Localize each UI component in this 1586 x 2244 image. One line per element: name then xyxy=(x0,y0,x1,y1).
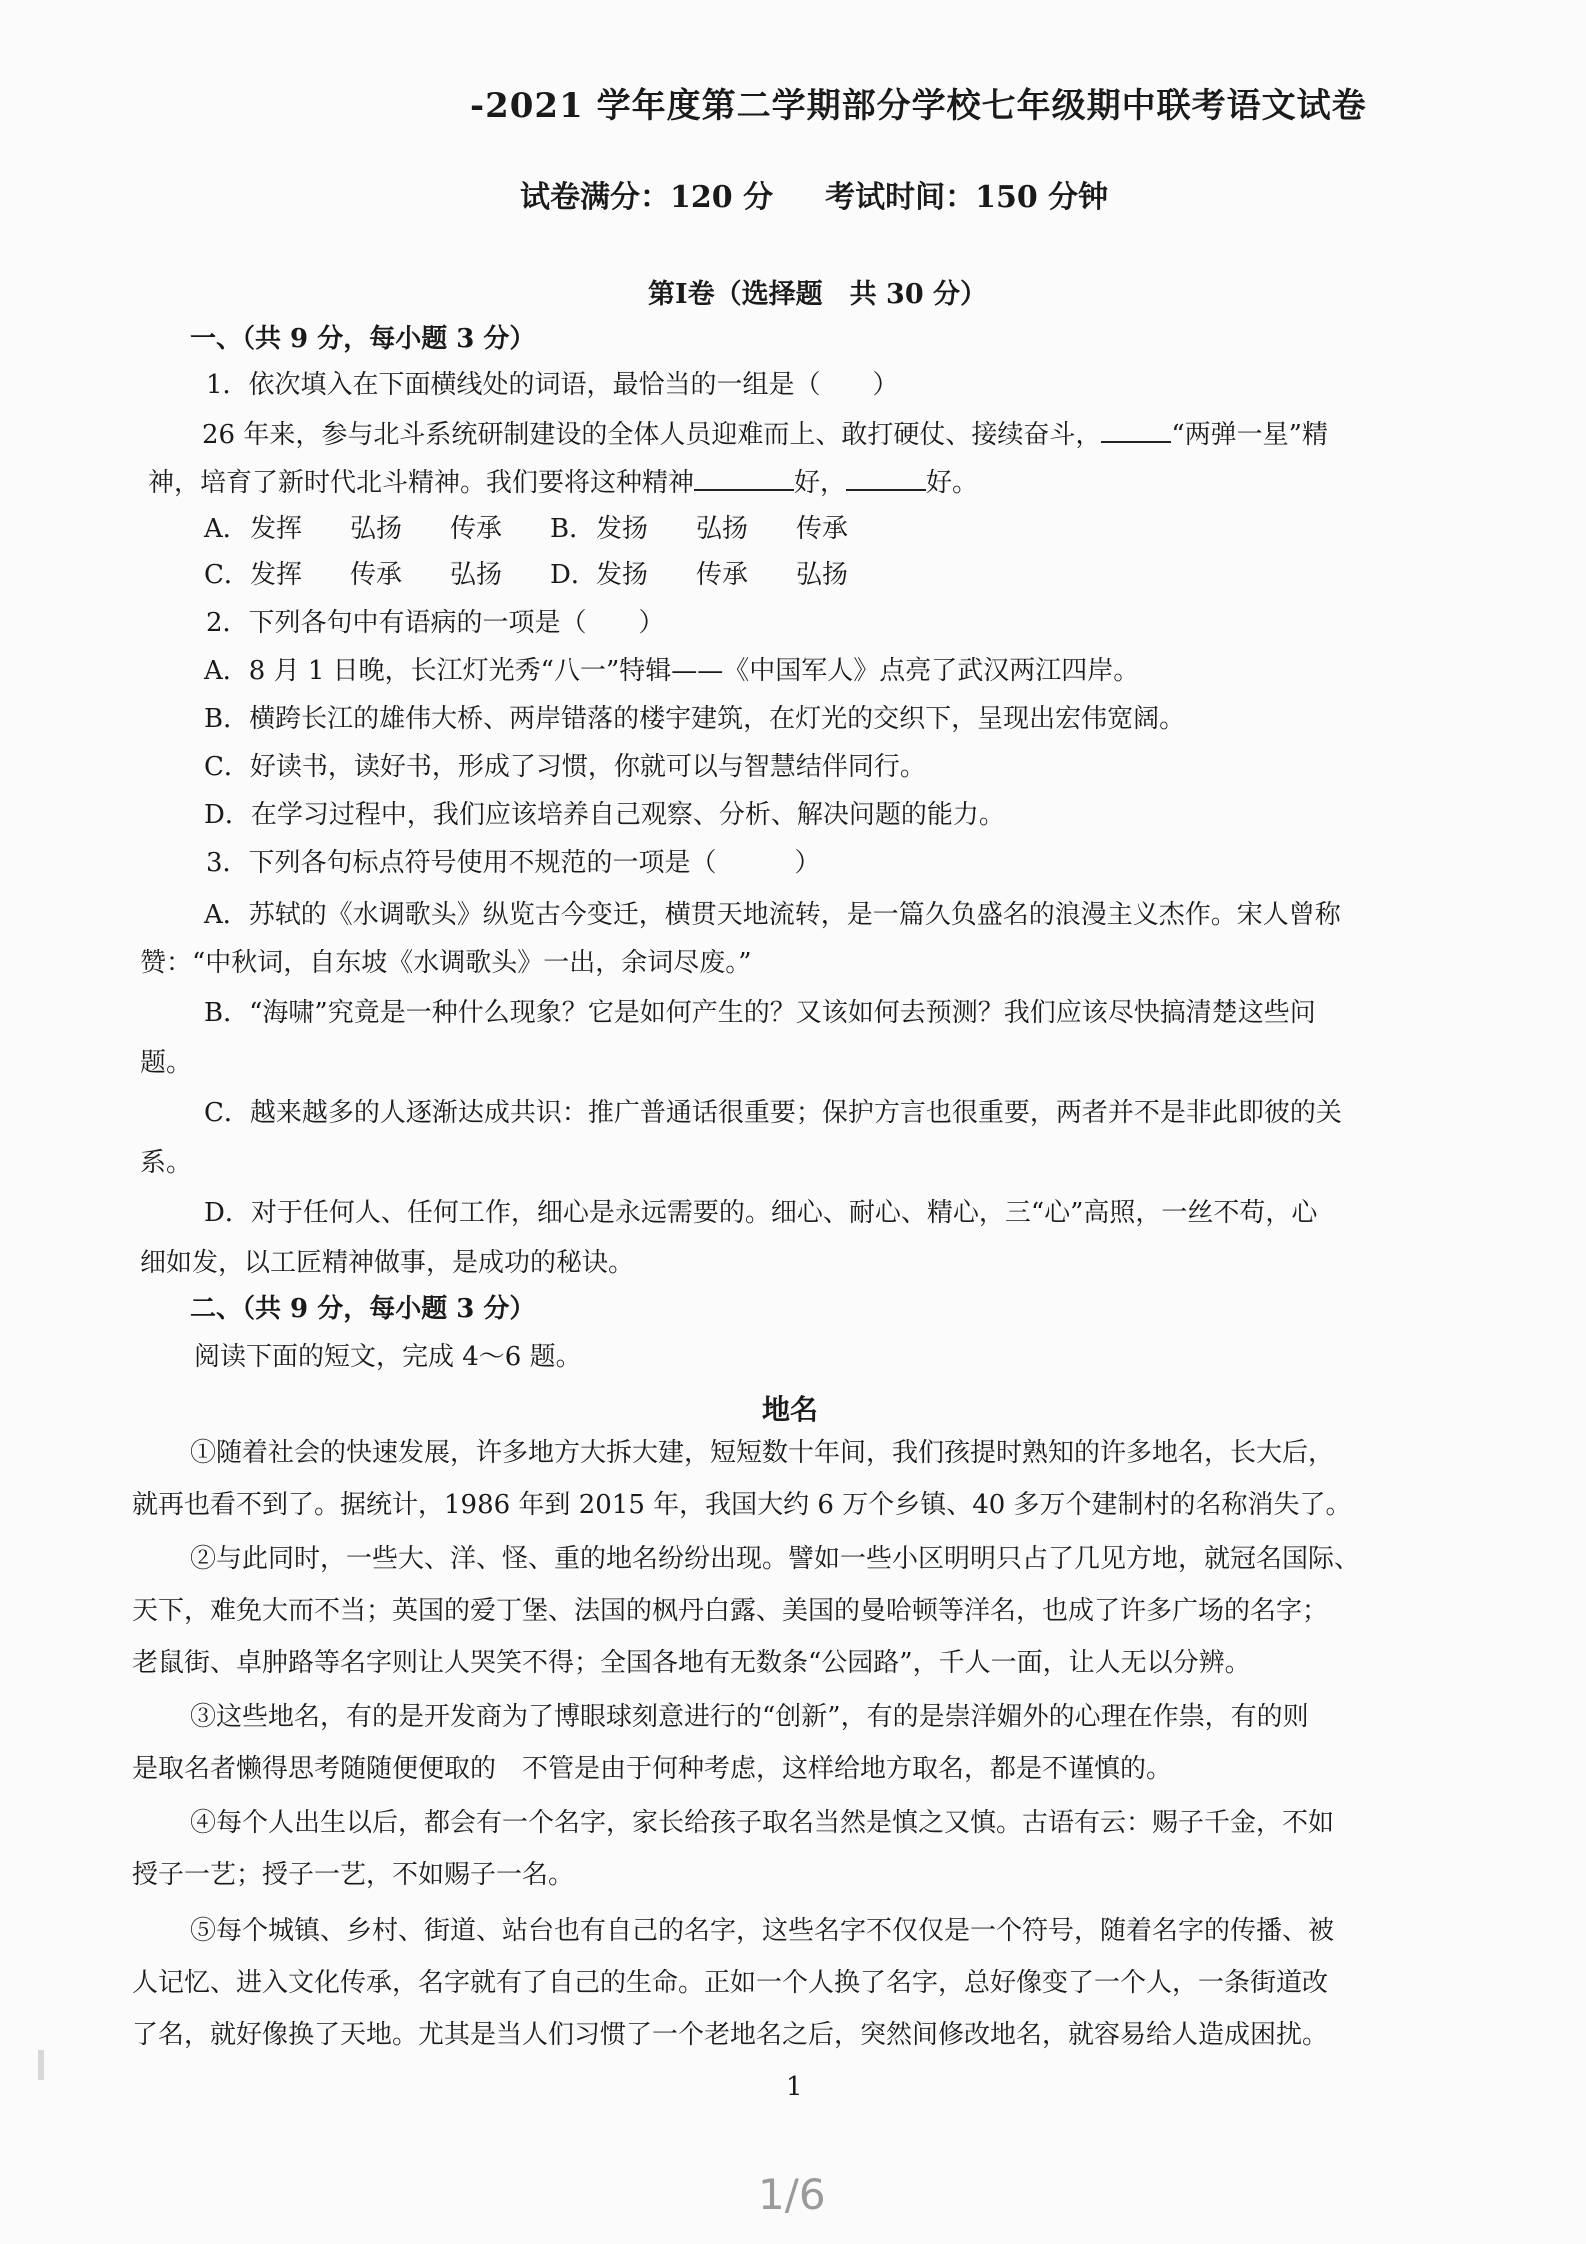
option-label: B． xyxy=(550,514,596,544)
question-1-options-row-1 xyxy=(204,512,896,546)
page-number: 1 xyxy=(786,2072,803,2102)
exam-time: 考试时间：150 分钟 xyxy=(825,180,1109,215)
option-label: C． xyxy=(204,560,250,590)
option-word: 弘扬 xyxy=(796,560,849,590)
paragraph-3-line-2: 是取名者懒得思考随随便便取的 不管是由于何种考虑，这样给地方取名，都是不谨慎的。 xyxy=(132,1754,1173,1784)
question-2-option-a: A．8 月 1 日晚，长江灯光秀“八一”特辑——《中国军人》点亮了武汉两江四岸。 xyxy=(204,656,1140,686)
question-2-option-c: C．好读书，读好书，形成了习惯，你就可以与智慧结伴同行。 xyxy=(204,752,926,782)
paragraph-2-line-1: ②与此同时，一些大、洋、怪、重的地名纷纷出现。譬如一些小区明明只占了几见方地，就冠名国际、 xyxy=(190,1544,1361,1574)
fill-blank xyxy=(1101,419,1171,443)
option-word: 发挥 xyxy=(250,514,303,544)
question-3-option-c-line-2: 系。 xyxy=(140,1148,193,1178)
page-counter: 1/6 xyxy=(758,2170,826,2219)
question-3-option-c-line-1: C．越来越多的人逐渐达成共识：推广普通话很重要；保护方言也很重要，两者并不是非此即彼的关 xyxy=(204,1098,1342,1128)
option-word: 弘扬 xyxy=(350,514,403,544)
option-label: A． xyxy=(204,514,249,544)
fill-blank xyxy=(846,467,926,491)
passage-text: 好， xyxy=(794,468,847,498)
paragraph-1-line-2: 就再也看不到了。据统计，1986 年到 2015 年，我国大约 6 万个乡镇、40 多万个建制村的名称消失了。 xyxy=(132,1490,1352,1520)
question-1-passage-line-2 xyxy=(148,466,978,500)
option-word: 弘扬 xyxy=(696,514,749,544)
question-3-option-d-line-2: 细如发，以工匠精神做事，是成功的秘诀。 xyxy=(140,1248,635,1278)
question-3-option-a-line-1: A．苏轼的《水调歌头》纵览古今变迁，横贯天地流转，是一篇久负盛名的浪漫主义杰作。宋人曾称 xyxy=(204,900,1341,930)
option-word: 传承 xyxy=(796,514,849,544)
paragraph-3-line-1: ③这些地名，有的是开发商为了博眼球刻意进行的“创新”，有的是崇洋媚外的心理在作祟，有的则 xyxy=(190,1702,1309,1732)
paragraph-5-line-3: 了名，就好像换了天地。尤其是当人们习惯了一个老地名之后，突然间修改地名，就容易给人造成困扰。 xyxy=(132,2020,1329,2050)
section-two-heading: 二、（共 9 分，每小题 3 分） xyxy=(190,1294,536,1324)
reading-instruction: 阅读下面的短文，完成 4～6 题。 xyxy=(194,1342,582,1372)
question-1-stem: 1．依次填入在下面横线处的词语，最恰当的一组是（ ） xyxy=(206,370,899,400)
question-3-stem: 3．下列各句标点符号使用不规范的一项是（ ） xyxy=(206,848,821,878)
question-3-option-b-line-1: B．“海啸”究竟是一种什么现象？它是如何产生的？又该如何去预测？我们应该尽快搞清楚这些问 xyxy=(204,998,1316,1028)
full-score: 试卷满分：120 分 xyxy=(520,180,774,215)
option-word: 发扬 xyxy=(596,514,649,544)
paragraph-2-line-3: 老鼠街、卓肿路等名字则让人哭笑不得；全国各地有无数条“公园路”，千人一面，让人无以分辨。 xyxy=(132,1648,1251,1678)
question-2-option-d: D．在学习过程中，我们应该培养自己观察、分析、解决问题的能力。 xyxy=(204,800,1005,830)
exam-meta xyxy=(520,172,1420,216)
passage-text: 神，培育了新时代北斗精神。我们要将这种精神 xyxy=(148,468,695,498)
part-one-heading: 第Ⅰ卷（选择题 共 30 分） xyxy=(648,279,988,310)
passage-text: 好。 xyxy=(926,468,979,498)
scan-artifact xyxy=(38,2050,44,2080)
option-word: 弘扬 xyxy=(450,560,503,590)
question-2-stem: 2．下列各句中有语病的一项是（ ） xyxy=(206,608,665,638)
exam-title: -2021 学年度第二学期部分学校七年级期中联考语文试卷 xyxy=(470,86,1367,126)
article-title: 地名 xyxy=(762,1393,819,1426)
question-1-options-row-2 xyxy=(204,558,896,592)
paragraph-5-line-1: ⑤每个城镇、乡村、街道、站台也有自己的名字，这些名字不仅仅是一个符号，随着名字的传播、被 xyxy=(190,1916,1335,1946)
fill-blank xyxy=(694,467,794,491)
passage-text: “两弹一星”精 xyxy=(1171,420,1328,450)
question-3-option-d-line-1: D．对于任何人、任何工作，细心是永远需要的。细心、耐心、精心，三“心”高照，一丝不苟，心 xyxy=(204,1198,1318,1228)
option-word: 传承 xyxy=(450,514,503,544)
option-word: 传承 xyxy=(696,560,749,590)
paragraph-4-line-2: 授子一艺；授子一艺，不如赐子一名。 xyxy=(132,1860,575,1890)
section-one-heading: 一、（共 9 分，每小题 3 分） xyxy=(190,324,536,354)
paragraph-1-line-1: ①随着社会的快速发展，许多地方大拆大建，短短数十年间，我们孩提时熟知的许多地名，长大后， xyxy=(190,1438,1335,1468)
question-1-passage-line-1 xyxy=(202,418,1328,452)
option-word: 发挥 xyxy=(250,560,303,590)
question-3-option-b-line-2: 题。 xyxy=(140,1048,193,1078)
paragraph-2-line-2: 天下，难免大而不当；英国的爱丁堡、法国的枫丹白露、美国的曼哈顿等洋名，也成了许多广场的名字； xyxy=(132,1596,1329,1626)
question-3-option-a-line-2: 赞：“中秋词，自东坡《水调歌头》一出，余词尽废。” xyxy=(140,948,752,978)
option-label: D． xyxy=(550,560,597,590)
passage-text: 26 年来，参与北斗系统研制建设的全体人员迎难而上、敢打硬仗、接续奋斗， xyxy=(202,420,1102,450)
option-word: 传承 xyxy=(350,560,403,590)
option-word: 发扬 xyxy=(596,560,649,590)
paragraph-5-line-2: 人记忆、进入文化传承，名字就有了自己的生命。正如一个人换了名字，总好像变了一个人，一条街道改 xyxy=(132,1968,1329,1998)
paragraph-4-line-1: ④每个人出生以后，都会有一个名字，家长给孩子取名当然是慎之又慎。古语有云：赐子千金，不如 xyxy=(190,1808,1335,1838)
question-2-option-b: B．横跨长江的雄伟大桥、两岸错落的楼宇建筑，在灯光的交织下，呈现出宏伟宽阔。 xyxy=(204,704,1186,734)
